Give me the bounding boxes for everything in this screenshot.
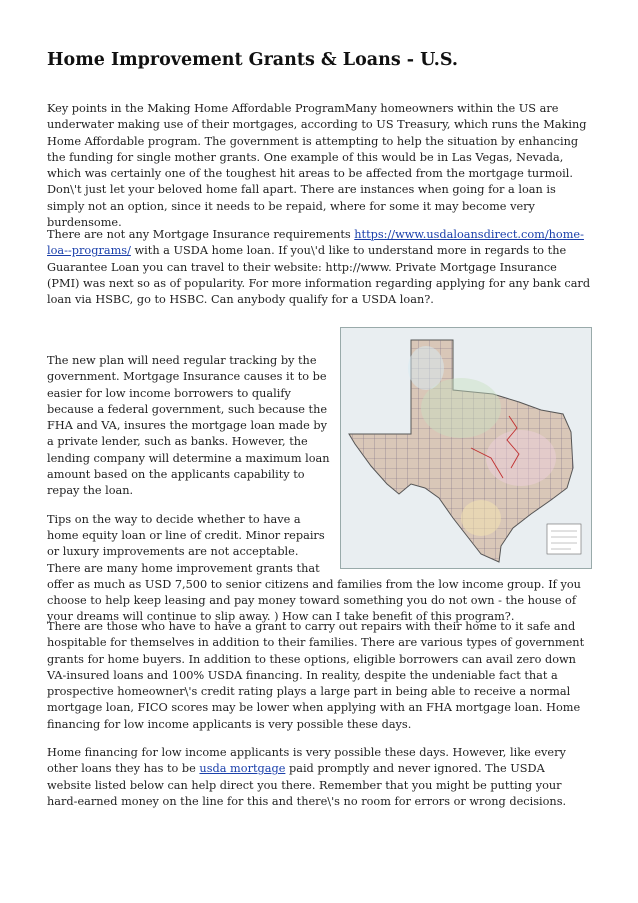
paragraph-intro: Key points in the Making Home Affordable ProgramMany homeowners within the US are underwater making use of their mortgages, according to US Treasury, which runs the Making Home Affordable program. The government is attempting to help the situation by enhancing the funding for single mother grants. One example of this would be in Las Vegas, Nevada, which was certainly one of the toughest hit areas to be affected from the mortgage turmoil. Don\'t just let your beloved home fall apart. There are instances when going for a loan is simply not an option, since it needs to be repaid, where for some it may become very burdensome.	[47, 102, 587, 230]
text-with-map	[47, 353, 592, 626]
texas-map-graphic	[341, 328, 591, 568]
usda-mortgage-link[interactable]: usda mortgage	[199, 762, 286, 776]
paragraph-tips: Tips on the way to decide whether to have a home equity loan or line of credit. Minor repairs or luxury improvements are not acceptable. There are many home improvement grants that offer as much as USD 7,500 to senior citizens and families from the low income group. If you choose to help keep leasing and pay money toward something you do not own - the house of your dreams will continue to slip away. ) How can I take benefit of this program?.	[47, 512, 581, 624]
paragraph-mortgage-insurance	[47, 227, 592, 308]
usda-loans-link[interactable]: https://www.usdaloansdirect.com/home-loa--programs/	[47, 228, 584, 258]
paragraph-text: paid promptly and never ignored. The USDA website listed below can help direct you there. Remember that you might be putting your hard-earned money on the line for this and there\'s no room for errors or wrong decisions.	[47, 762, 567, 808]
texas-county-map-image	[340, 327, 592, 569]
paragraph-new-plan: The new plan will need regular tracking by the government. Mortgage Insurance causes it to be easier for low income borrowers to qualify because a federal government, such because the FHA and VA, insures the mortgage loan made by a private lender, such as banks. However, the lending company will determine a maximum loan amount based on the applicants capability to repay the loan.	[47, 354, 330, 498]
page-title: Home Improvement Grants & Loans - U.S.	[47, 50, 458, 70]
paragraph-text: There are not any Mortgage Insurance requirements	[47, 228, 355, 241]
paragraph-home-financing	[47, 745, 592, 810]
paragraph-text: Home financing for low income applicants is very possible these days. However, like every other loans they has to be	[47, 746, 566, 776]
paragraph-text: with a USDA home loan. If you\'d like to understand more in regards to the Guarantee Loan you can travel to their website: http://www. Private Mortgage Insurance (PMI) was next so as of popularity. For more information regarding applying for any bank card loan via HSBC, go to HSBC. Can anybody qualify for a USDA loan?.	[47, 244, 591, 307]
paragraph-grants: There are those who have to have a grant to carry out repairs with their home to it safe and hospitable for themselves in addition to their families. There are various types of government grants for home buyers. In addition to these options, eligible borrowers can avail zero down VA-insured loans and 100% USDA financing. In reality, despite the undeniable fact that a prospective homeowner\'s credit rating plays a large part in being able to receive a normal mortgage loan, FICO scores may be lower when applying with an FHA mortgage loan. Home financing for low income applicants is very possible these days.	[47, 620, 585, 731]
